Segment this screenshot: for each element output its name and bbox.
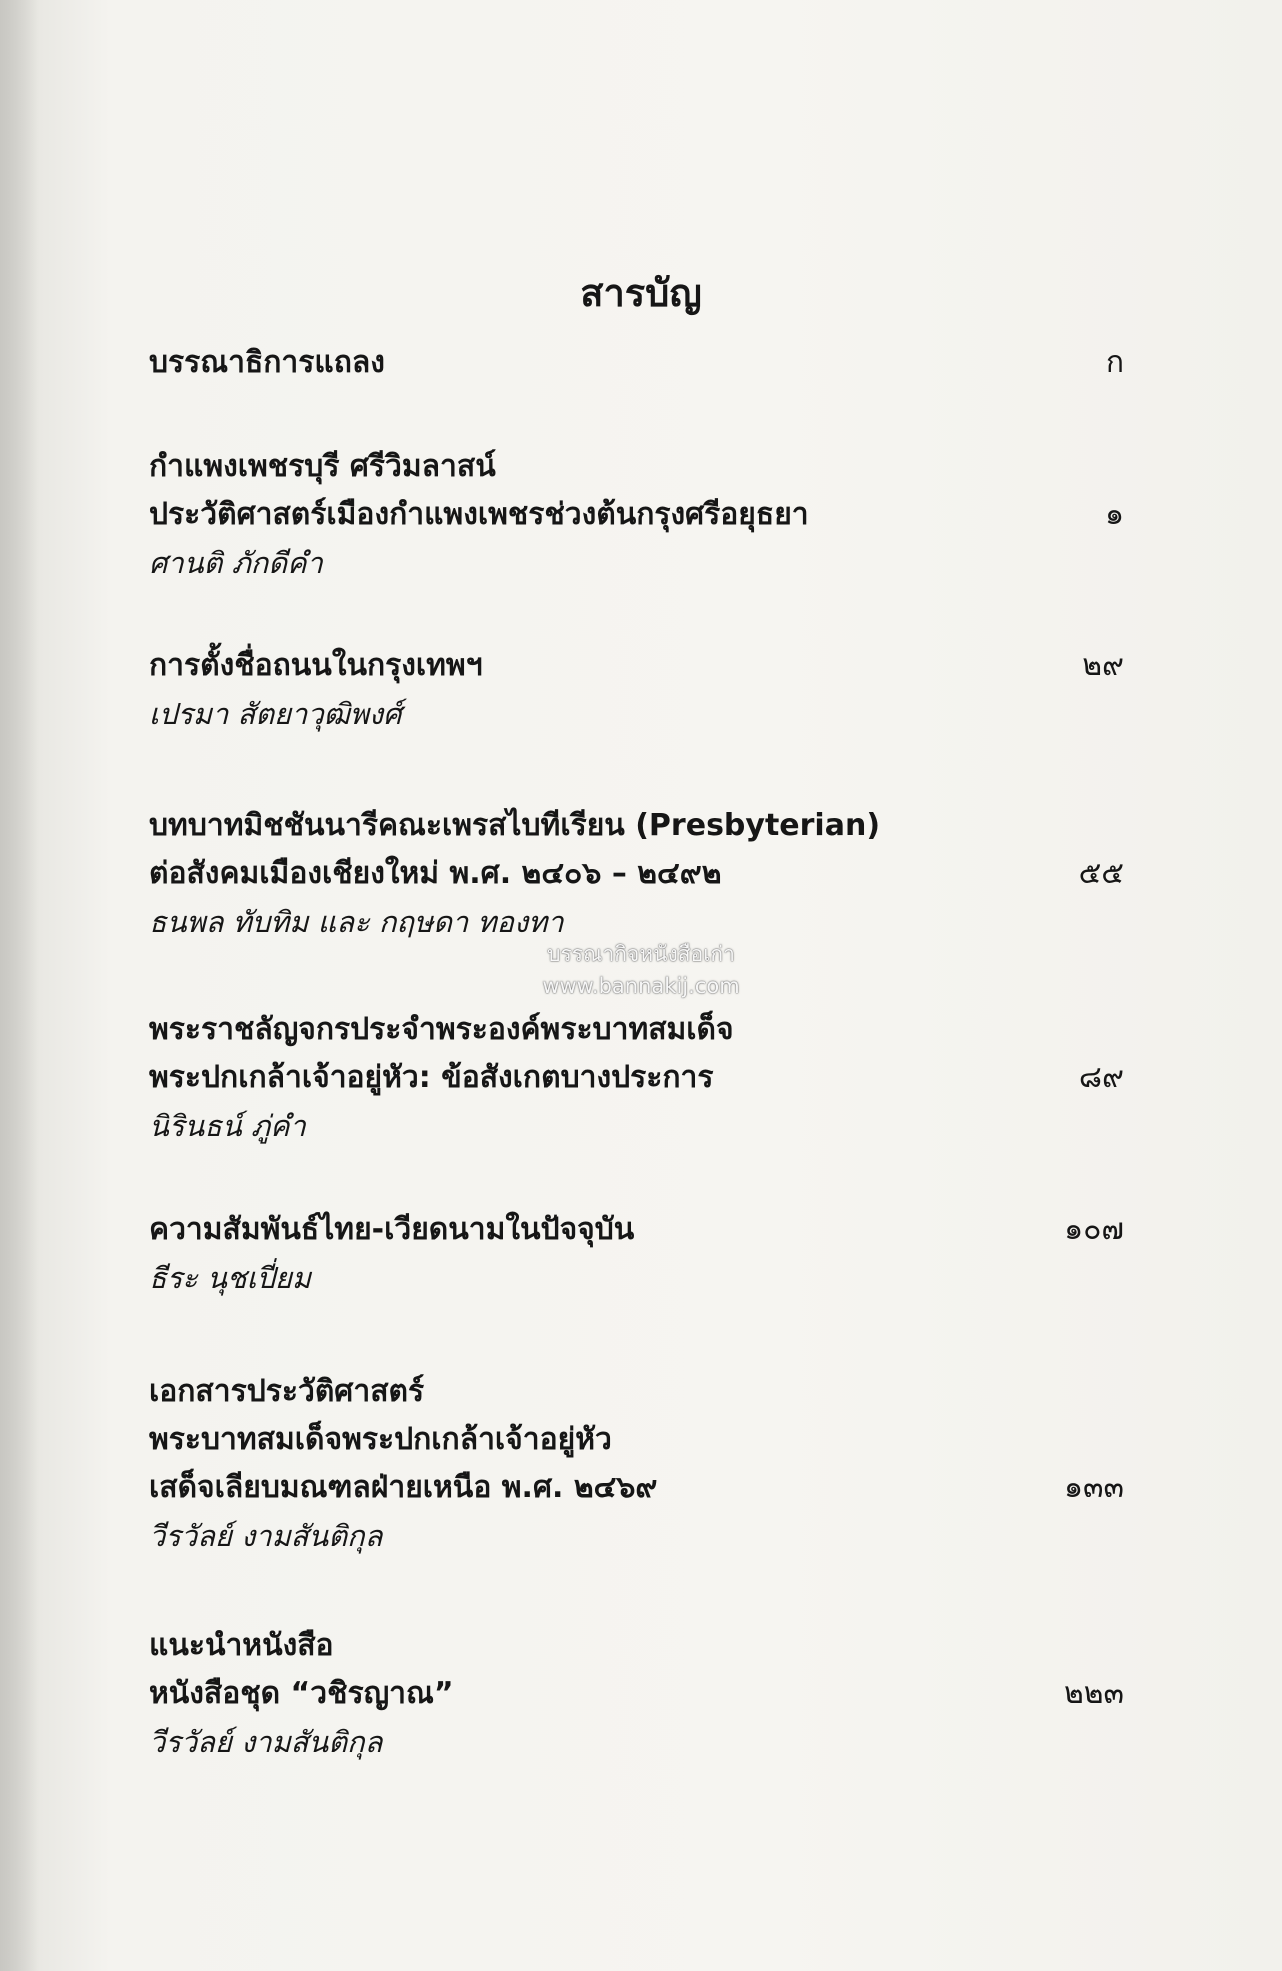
- toc-title-line: [149, 491, 1124, 539]
- toc-title: พระราชลัญจกรประจำพระองค์พระบาทสมเด็จ: [149, 1012, 734, 1047]
- toc-entry-editorial: [149, 339, 1124, 387]
- toc-title: การตั้งชื่อถนนในกรุงเทพฯ: [149, 648, 483, 683]
- toc-title-line: [149, 850, 1124, 898]
- toc-title-line: [149, 642, 1124, 690]
- toc-entry-kamphaeng-phet: [149, 443, 1124, 587]
- page-title: สารบัญ: [580, 271, 702, 315]
- toc-title: พระปกเกล้าเจ้าอยู่หัว: ข้อสังเกตบางประการ: [149, 1060, 714, 1095]
- toc-author: ศานติ ภักดีคำ: [149, 546, 323, 580]
- toc-title: พระบาทสมเด็จพระปกเกล้าเจ้าอยู่หัว: [149, 1422, 612, 1457]
- toc-title: ความสัมพันธ์ไทย-เวียดนามในปัจจุบัน: [149, 1212, 635, 1247]
- toc-page-number: ๑๓๓: [1063, 1470, 1124, 1505]
- toc-page-number: ๘๙: [1078, 1060, 1124, 1095]
- toc-author: วีรวัลย์ งามสันติกุล: [149, 1519, 383, 1553]
- toc-title: บรรณาธิการแถลง: [149, 345, 385, 380]
- toc-title-line: [149, 1206, 1124, 1254]
- toc-title-line: [149, 443, 1124, 491]
- toc-entry-book-review: [149, 1622, 1124, 1766]
- toc-title-line: [149, 802, 1124, 850]
- toc-title-line: [149, 1622, 1124, 1670]
- toc-title-line: [149, 1006, 1124, 1054]
- toc-page-number: ก: [1105, 345, 1124, 380]
- toc-author: วีรวัลย์ งามสันติกุล: [149, 1725, 383, 1759]
- toc-title-line: [149, 1054, 1124, 1102]
- toc-title: แนะนำหนังสือ: [149, 1628, 334, 1663]
- toc-page-number: ๒๒๓: [1063, 1676, 1124, 1711]
- watermark: [0, 938, 1282, 1002]
- toc-author: เปรมา สัตยาวุฒิพงศ์: [149, 697, 402, 731]
- toc-entry-presbyterian: [149, 802, 1124, 946]
- toc-page-number: ๑: [1104, 497, 1124, 532]
- watermark-line: www.bannakij.com: [542, 974, 740, 998]
- toc-author: ธีระ นุชเปี่ยม: [149, 1261, 312, 1295]
- toc-title-line: [149, 1416, 1124, 1464]
- toc-entry-bangkok-roads: [149, 642, 1124, 738]
- toc-title-line: [149, 339, 1124, 387]
- toc-title: เอกสารประวัติศาสตร์: [149, 1374, 425, 1409]
- watermark-line: บรรณากิจหนังสือเก่า: [547, 942, 735, 966]
- toc-title: เสด็จเลียบมณฑลฝ่ายเหนือ พ.ศ. ๒๔๖๙: [149, 1470, 658, 1505]
- toc-title-line: [149, 1464, 1124, 1512]
- toc-title-line: [149, 1368, 1124, 1416]
- toc-entry-royal-seal: [149, 1006, 1124, 1150]
- toc-title: หนังสือชุด “วชิรญาณ”: [149, 1676, 454, 1711]
- toc-title-line: [149, 1670, 1124, 1718]
- toc-page-number: ๒๙: [1082, 648, 1124, 683]
- toc-page-number: ๕๕: [1078, 856, 1124, 891]
- toc-page-number: ๑๐๗: [1064, 1212, 1124, 1247]
- toc-entry-thai-vietnam: [149, 1206, 1124, 1302]
- toc-entry-historical-documents: [149, 1368, 1124, 1560]
- toc-author: ธนพล ทับทิม และ กฤษดา ทองทา: [149, 905, 564, 939]
- toc-title: บทบาทมิชชันนารีคณะเพรสไบทีเรียน (Presbyterian): [149, 808, 881, 843]
- toc-title: ประวัติศาสตร์เมืองกำแพงเพชรช่วงต้นกรุงศรีอยุธยา: [149, 497, 809, 532]
- toc-title: ต่อสังคมเมืองเชียงใหม่ พ.ศ. ๒๔๐๖ – ๒๔๙๒: [149, 856, 722, 891]
- toc-title: กำแพงเพชรบุรี ศรีวิมลาสน์: [149, 449, 496, 484]
- toc-author: นิรินธน์ ภู่คำ: [149, 1109, 306, 1143]
